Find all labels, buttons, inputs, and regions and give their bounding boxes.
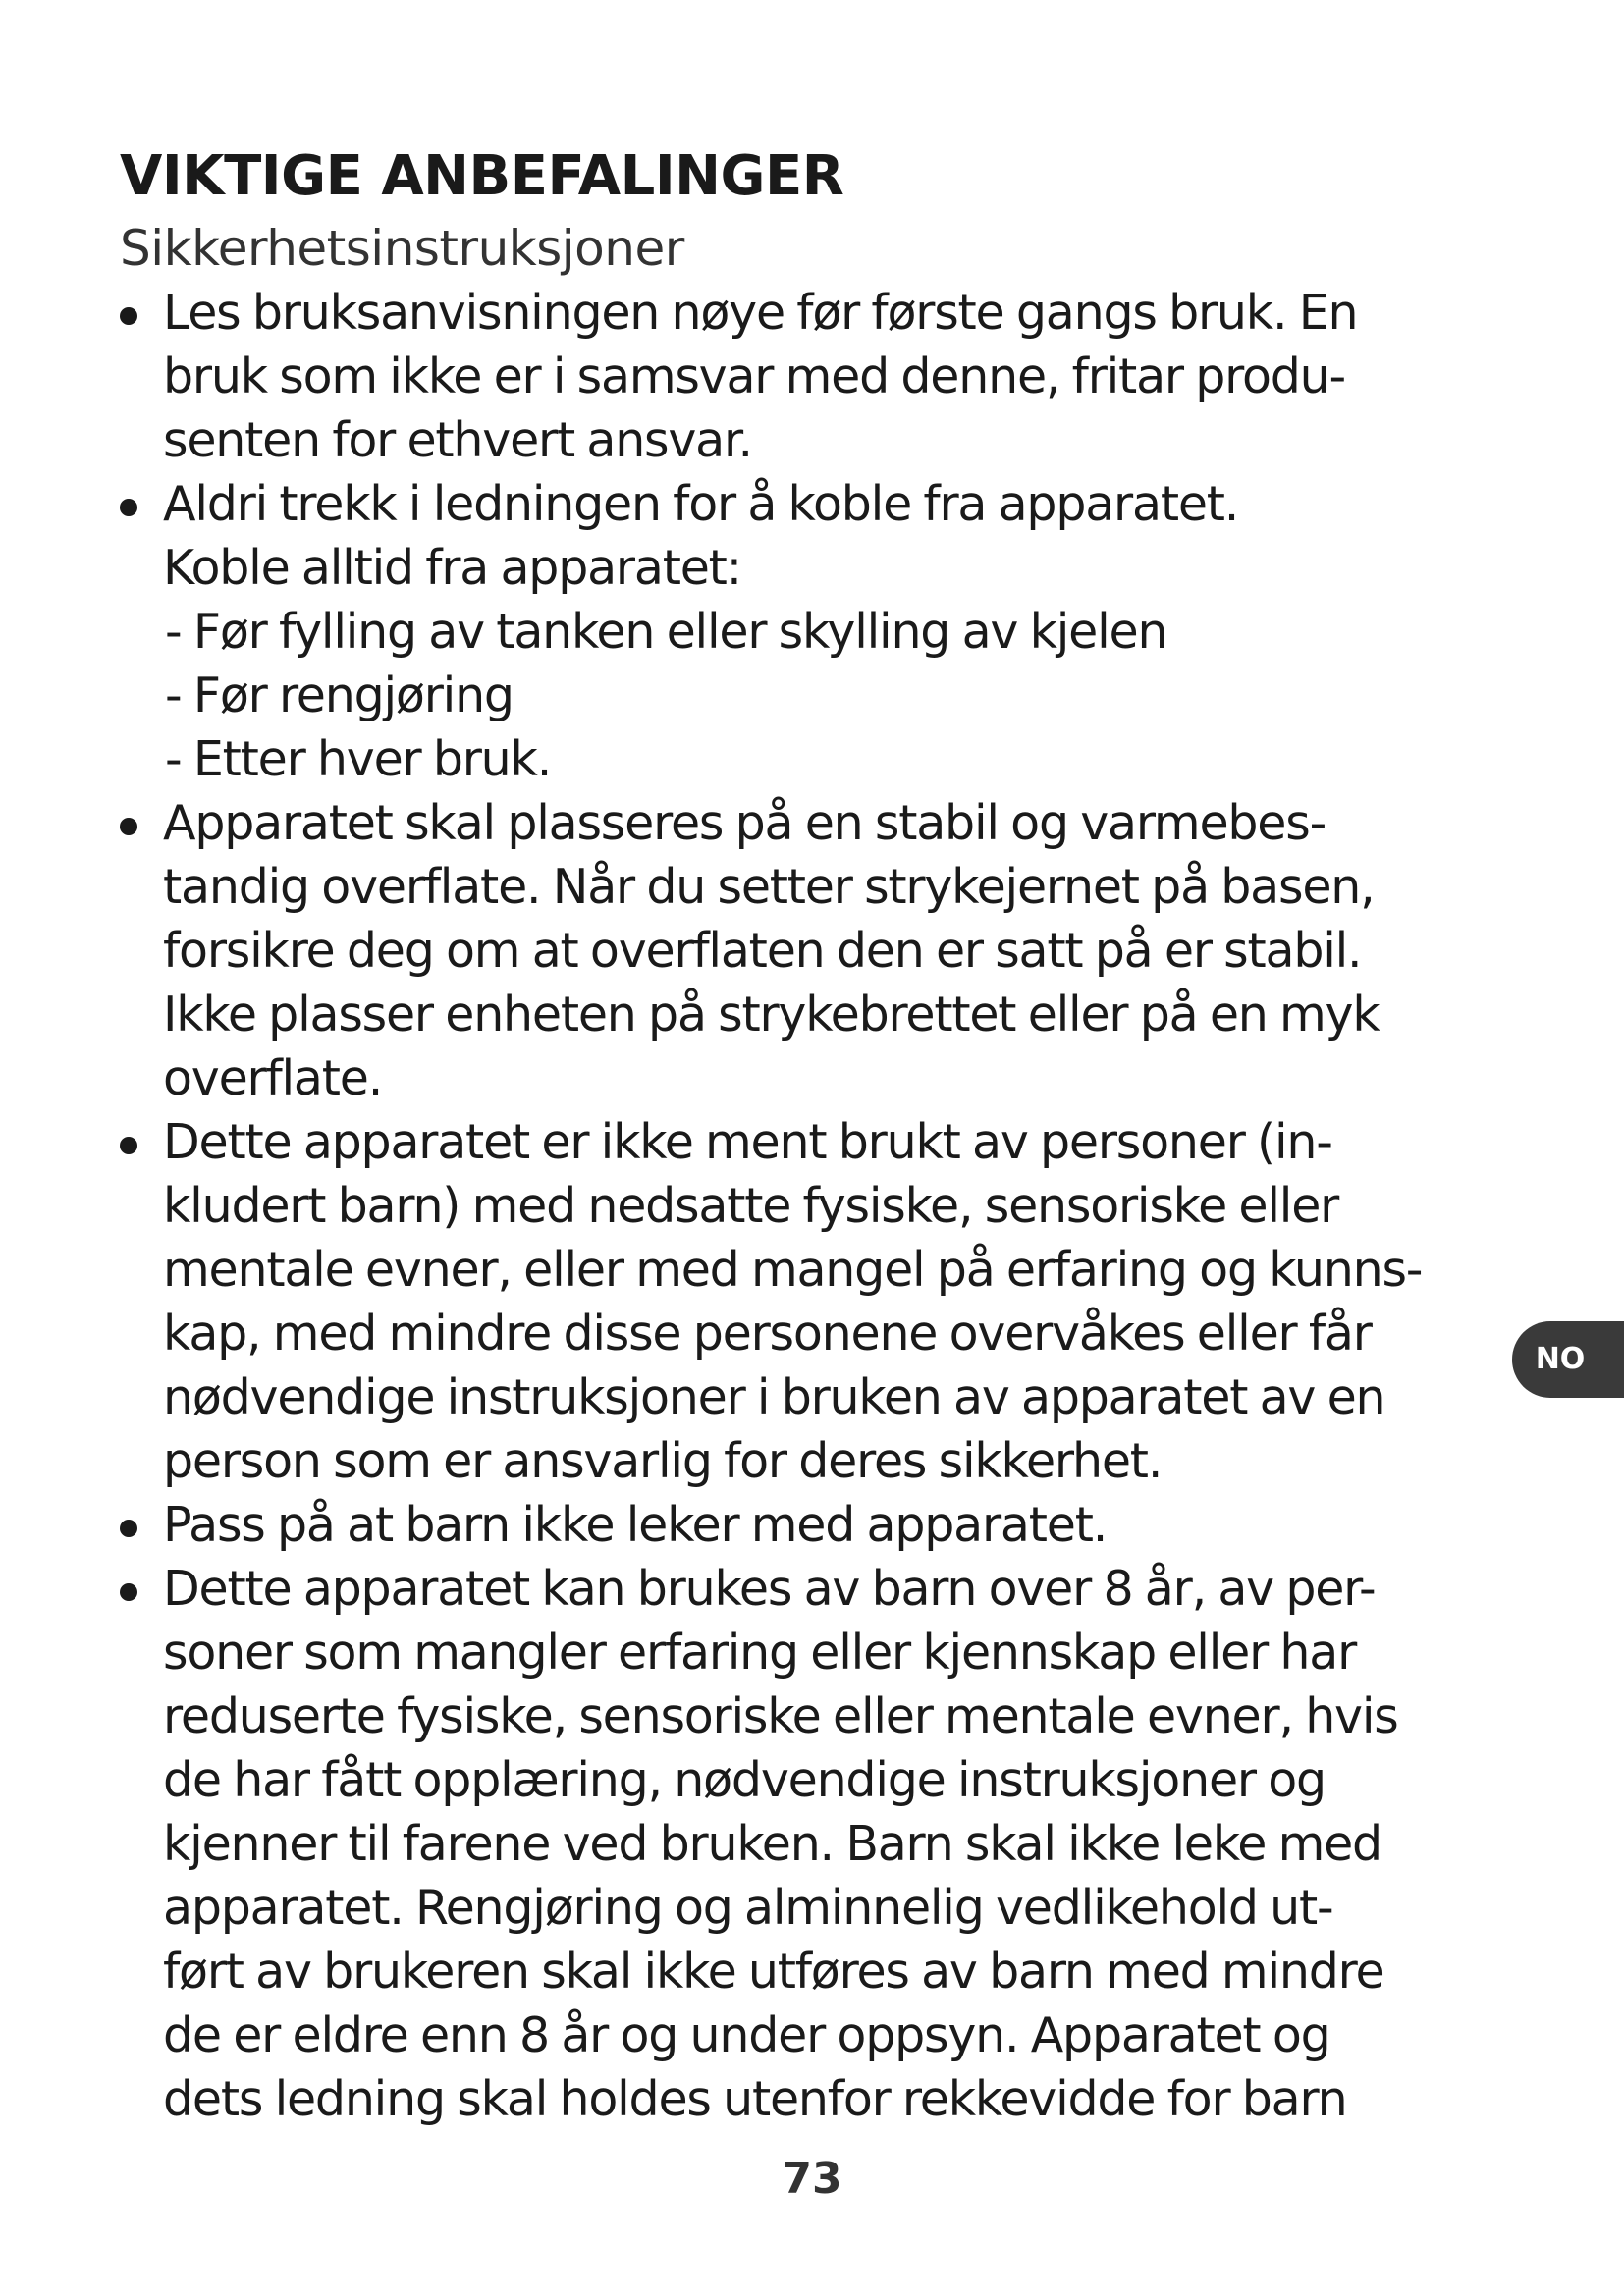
text-line: ført av brukeren skal ikke utføres av barn med mindre <box>163 1944 1384 2000</box>
text-line: de har fått opplæring, nødvendige instruksjoner og <box>163 1752 1326 1808</box>
text-line: soner som mangler erfaring eller kjennskap eller har <box>163 1625 1357 1681</box>
list-item <box>120 1110 1577 1493</box>
page-title: VIKTIGE ANBEFALINGER <box>120 144 844 208</box>
language-tab: NO <box>1512 1321 1624 1398</box>
bullet-icon <box>120 818 137 835</box>
bullet-icon <box>120 499 137 516</box>
sub-item-line: - Etter hver bruk. <box>165 731 552 787</box>
text-line: Dette apparatet er ikke ment brukt av personer (in- <box>163 1114 1332 1170</box>
list-item <box>120 791 1577 1110</box>
text-line: bruk som ikke er i samsvar med denne, fritar produ- <box>163 348 1346 404</box>
text-line: tandig overflate. Når du setter strykejernet på basen, <box>163 859 1375 915</box>
bullet-icon <box>120 307 137 325</box>
text-line: overflate. <box>163 1050 383 1106</box>
text-line: apparatet. Rengjøring og alminnelig vedlikehold ut- <box>163 1880 1333 1936</box>
text-line: de er eldre enn 8 år og under oppsyn. Apparatet og <box>163 2007 1330 2063</box>
sub-item-line: - Før rengjøring <box>165 667 514 723</box>
page-content <box>120 137 1534 2131</box>
text-line: nødvendige instruksjoner i bruken av apparatet av en <box>163 1369 1385 1425</box>
text-line: Les bruksanvisningen nøye før første gangs bruk. En <box>163 285 1358 341</box>
list-item <box>120 1493 1577 1557</box>
text-line: Pass på at barn ikke leker med apparatet. <box>163 1497 1108 1553</box>
text-line: Koble alltid fra apparatet: <box>163 540 741 596</box>
text-line: mentale evner, eller med mangel på erfaring og kunns- <box>163 1242 1423 1298</box>
list-item <box>120 281 1577 472</box>
text-line: Aldri trekk i ledningen for å koble fra apparatet. <box>163 476 1239 532</box>
text-line: forsikre deg om at overflaten den er satt på er stabil. <box>163 923 1362 979</box>
text-line: senten for ethvert ansvar. <box>163 412 752 468</box>
section-subtitle: Sikkerhetsinstruksjoner <box>120 220 684 277</box>
text-line: kap, med mindre disse personene overvåkes eller får <box>163 1306 1372 1362</box>
text-line: dets ledning skal holdes utenfor rekkevidde for barn <box>163 2071 1347 2127</box>
text-line: Apparatet skal plasseres på en stabil og varmebes- <box>163 795 1326 851</box>
bullet-icon <box>120 1520 137 1537</box>
text-line: Ikke plasser enheten på strykebrettet eller på en myk <box>163 987 1380 1042</box>
list-item <box>120 1557 1577 2131</box>
text-line: reduserte fysiske, sensoriske eller mentale evner, hvis <box>163 1688 1398 1744</box>
sub-item-line: - Før fylling av tanken eller skylling av kjelen <box>165 604 1167 660</box>
text-line: kjenner til farene ved bruken. Barn skal ikke leke med <box>163 1816 1381 1872</box>
text-line: kludert barn) med nedsatte fysiske, sensoriske eller <box>163 1178 1339 1234</box>
page-number: 73 <box>782 2154 842 2204</box>
bullet-icon <box>120 1137 137 1154</box>
bullet-icon <box>120 1583 137 1601</box>
text-line: Dette apparatet kan brukes av barn over 8 år, av per- <box>163 1561 1376 1617</box>
text-line: person som er ansvarlig for deres sikkerhet. <box>163 1433 1163 1489</box>
list-item <box>120 472 1577 791</box>
